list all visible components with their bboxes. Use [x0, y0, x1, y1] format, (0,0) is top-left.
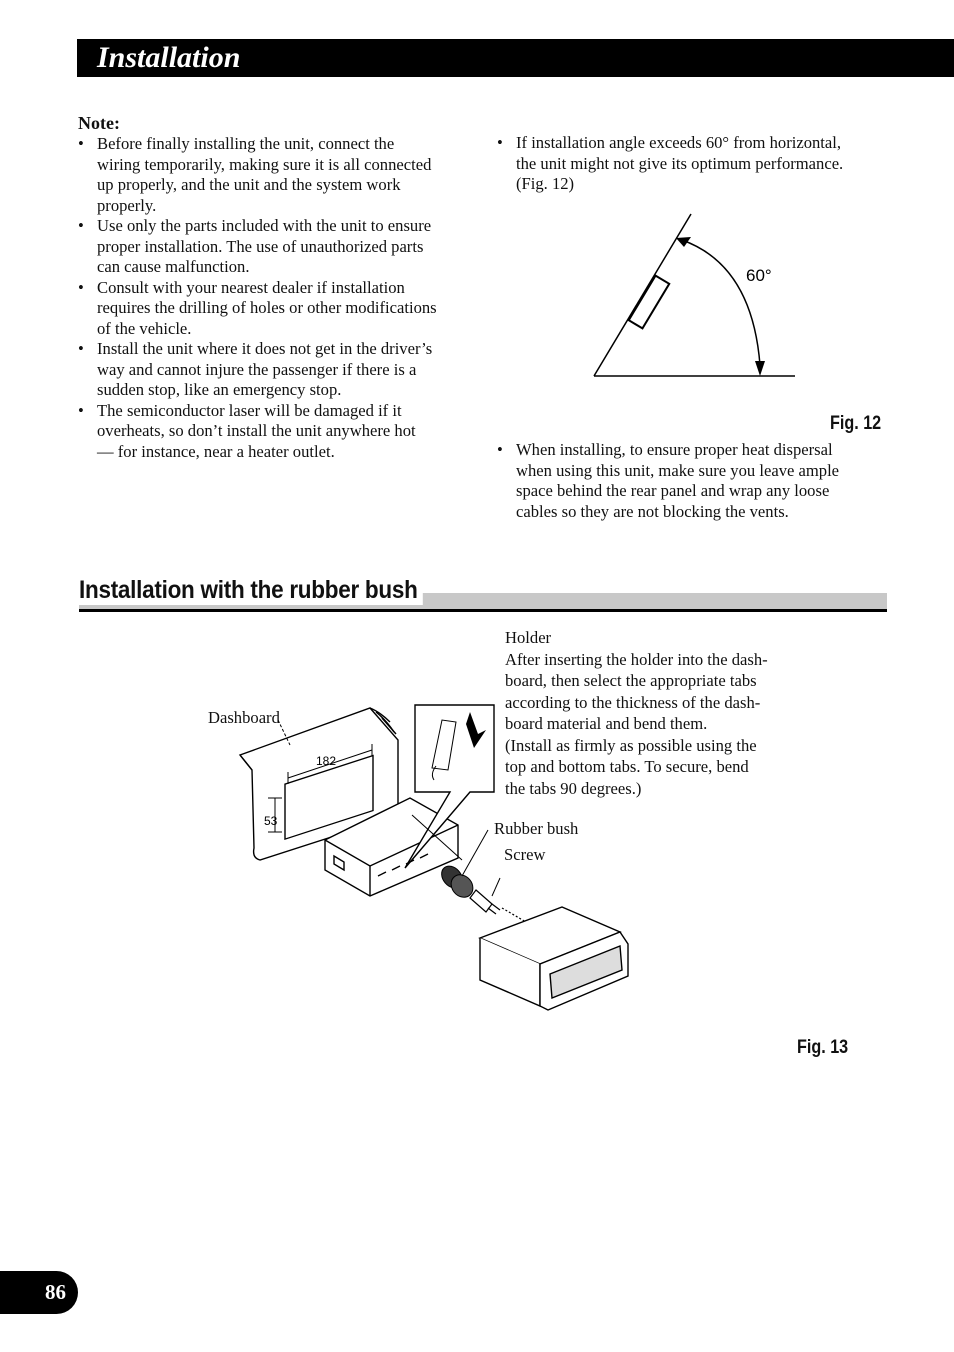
holder-description-line: the tabs 90 degrees.)	[505, 778, 642, 798]
note-list-right-top	[497, 133, 887, 195]
rubber-bush-label: Rubber bush	[494, 819, 579, 838]
bullet-text-line: If installation angle exceeds 60° from horizontal,	[516, 133, 842, 152]
page-header-title: Installation	[97, 41, 241, 74]
bullet-text-line: up properly, and the unit and the system work	[97, 175, 401, 194]
bullet-text-line: properly.	[97, 195, 157, 215]
bullet-text-line: The semiconductor laser will be damaged if it	[97, 400, 402, 420]
bullet-text-line: Before finally installing the unit, connect the	[97, 134, 395, 153]
bullet-text-line: When installing, to ensure proper heat dispersal	[516, 440, 833, 459]
holder-title: Holder	[505, 628, 552, 647]
note-bullet-item	[78, 401, 473, 463]
section-heading: Installation with the rubber bush	[79, 576, 423, 605]
dimension-width-label: 182	[316, 754, 337, 768]
note-title: Note:	[78, 113, 120, 133]
page-header-bar	[77, 39, 954, 77]
screw-illustration	[470, 878, 526, 922]
fig12-angle-diagram	[580, 205, 810, 390]
fig13-installation-diagram	[230, 700, 640, 1020]
bullet-dot: •	[78, 134, 84, 153]
bullet-text-line: requires the drilling of holes or other modifications	[97, 298, 437, 317]
note-bullet-item	[497, 133, 887, 195]
fig12-caption: Fig. 12	[830, 413, 882, 434]
holder-description-line: board, then select the appropriate tabs	[505, 671, 757, 690]
holder-description-line: according to the thickness of the dash-	[505, 692, 761, 712]
bullet-dot: •	[497, 133, 503, 152]
bullet-text-line: the unit might not give its optimum performance.	[516, 153, 844, 173]
bullet-text-line: space behind the rear panel and wrap any loose	[516, 481, 830, 500]
note-list-right-bottom	[497, 440, 887, 522]
bullet-text-line: (Fig. 12)	[516, 174, 575, 193]
page-number: 86	[45, 1280, 66, 1304]
fig12-arrow-bottom	[755, 361, 765, 376]
bullet-text-line: when using this unit, make sure you leave ample	[516, 460, 840, 480]
bullet-dot: •	[78, 400, 84, 420]
bullet-text-line: Install the unit where it does not get in the driver’s	[97, 339, 433, 358]
note-bullet-item	[78, 278, 473, 340]
bullet-text-line: wiring temporarily, making sure it is all connected	[97, 154, 432, 174]
fig12-angle-label: 60°	[746, 266, 772, 285]
note-list-left	[78, 134, 473, 462]
bullet-text-line: Use only the parts included with the unit to ensure	[97, 216, 432, 235]
bullet-text-line: sudden stop, like an emergency stop.	[97, 380, 342, 399]
screw-label: Screw	[504, 845, 546, 864]
dimension-height-label: 53	[264, 814, 278, 828]
bullet-text-line: — for instance, near a heater outlet.	[97, 441, 335, 461]
note-bullet-item	[78, 134, 473, 216]
bullet-text-line: can cause malfunction.	[97, 257, 250, 276]
bullet-text-line: of the vehicle.	[97, 318, 192, 338]
bullet-text-line: Consult with your nearest dealer if installation	[97, 277, 405, 297]
bullet-text-line: cables so they are not blocking the vents.	[516, 501, 789, 521]
holder-description-line: After inserting the holder into the dash-	[505, 649, 768, 669]
fig12-angle-arc	[682, 240, 760, 365]
holder-description-line: board material and bend them.	[505, 714, 708, 733]
bullet-text-line: way and cannot injure the passenger if there is a	[97, 359, 417, 379]
holder-description-line: (Install as firmly as possible using the	[505, 735, 757, 755]
note-bullet-item	[78, 339, 473, 401]
bullet-dot: •	[78, 339, 84, 358]
head-unit-illustration	[480, 907, 628, 1010]
bullet-text-line: overheats, so don’t install the unit anywhere hot	[97, 421, 416, 440]
fig13-caption: Fig. 13	[797, 1037, 849, 1058]
bullet-dot: •	[78, 216, 84, 235]
note-bullet-item	[78, 216, 473, 278]
holder-description-line: top and bottom tabs. To secure, bend	[505, 757, 749, 776]
note-bullet-item	[497, 440, 887, 522]
bullet-dot: •	[497, 440, 503, 459]
bullet-dot: •	[78, 277, 84, 297]
page-number-tab	[0, 1271, 78, 1314]
bullet-text-line: proper installation. The use of unauthorized parts	[97, 236, 424, 256]
dashboard-label: Dashboard	[208, 708, 280, 727]
